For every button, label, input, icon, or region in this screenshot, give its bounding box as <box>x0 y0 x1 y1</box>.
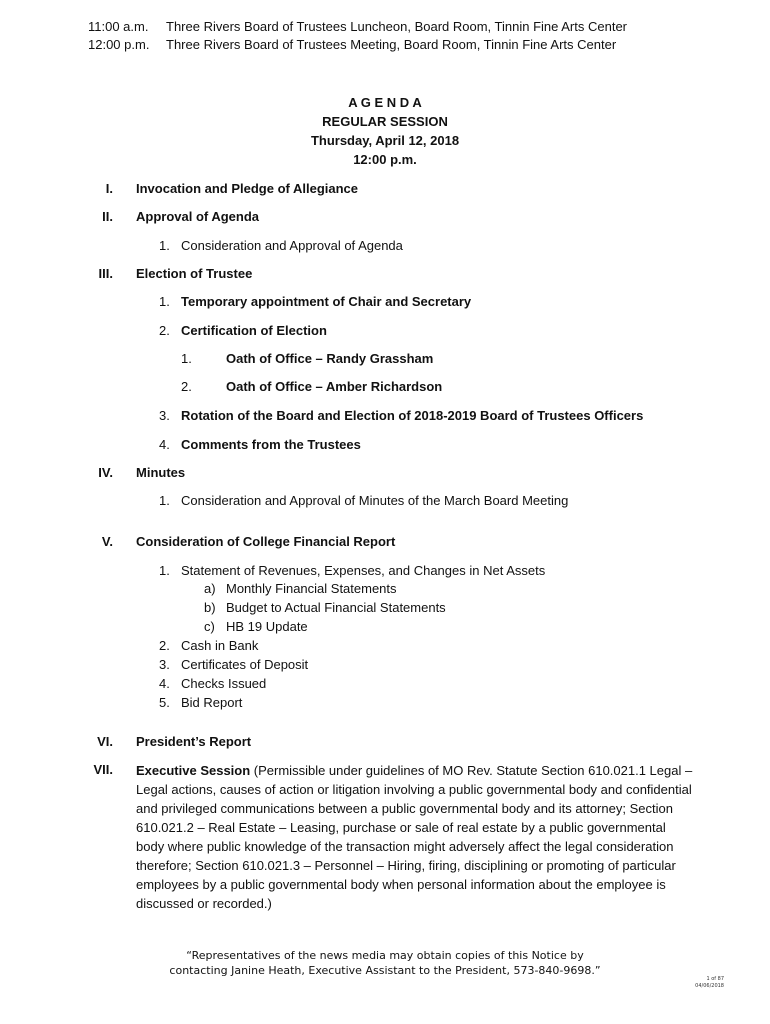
item-number: 3. <box>159 657 170 672</box>
section-title: Approval of Agenda <box>136 209 260 224</box>
page-code: 04/06/2018 <box>695 983 724 989</box>
item-number: 4. <box>159 676 170 691</box>
item-number: 1. <box>159 238 170 253</box>
section-title: Consideration of College Financial Report <box>136 534 396 549</box>
item-number: 5. <box>159 695 170 710</box>
section-number: III. <box>98 266 113 281</box>
section-number: V. <box>101 534 113 549</box>
item-number: 2. <box>159 323 170 338</box>
executive-session-paragraph <box>136 761 696 913</box>
page-number: 1 of 87 <box>706 976 724 982</box>
item-text: Consideration and Approval of Minutes of the March Board Meeting <box>181 493 569 508</box>
item-text: Temporary appointment of Chair and Secretary <box>181 294 472 309</box>
subitem-text: Oath of Office – Amber Richardson <box>226 379 443 394</box>
section-title: Minutes <box>136 465 186 480</box>
subitem-text: Oath of Office – Randy Grassham <box>226 351 434 366</box>
item-text: Bid Report <box>181 695 243 710</box>
section-title: Invocation and Pledge of Allegiance <box>136 181 359 196</box>
session-title: REGULAR SESSION <box>322 114 448 129</box>
item-text: Checks Issued <box>181 676 267 691</box>
subitem-text: HB 19 Update <box>226 619 308 634</box>
schedule-time-2: 12:00 p.m. <box>88 37 150 52</box>
subitem-number: b) <box>204 600 216 615</box>
item-text: Comments from the Trustees <box>181 437 361 452</box>
schedule-event-1: Three Rivers Board of Trustees Luncheon, Board Room, Tinnin Fine Arts Center <box>166 19 628 34</box>
item-text: Cash in Bank <box>181 638 259 653</box>
schedule-event-2: Three Rivers Board of Trustees Meeting, Board Room, Tinnin Fine Arts Center <box>166 37 617 52</box>
item-number: 3. <box>159 408 170 423</box>
subitem-number: 1. <box>181 351 192 366</box>
subitem-number: 2. <box>181 379 192 394</box>
meeting-date: Thursday, April 12, 2018 <box>310 133 460 148</box>
agenda-title: A G E N D A <box>348 95 422 110</box>
subitem-number: a) <box>204 581 216 596</box>
subitem-text: Budget to Actual Financial Statements <box>226 600 446 615</box>
footer-line-1: “Representatives of the news media may obtain copies of this Notice by <box>186 949 584 962</box>
item-number: 1. <box>159 563 170 578</box>
section-number: I. <box>105 181 113 196</box>
item-number: 1. <box>159 493 170 508</box>
section-number: VI. <box>97 734 113 749</box>
subitem-number: c) <box>204 619 215 634</box>
section-number: VII. <box>93 762 113 777</box>
item-number: 1. <box>159 294 170 309</box>
subitem-text: Monthly Financial Statements <box>226 581 397 596</box>
item-text: Rotation of the Board and Election of 2018-2019 Board of Trustees Officers <box>181 408 644 423</box>
item-number: 4. <box>159 437 170 452</box>
item-text: Certificates of Deposit <box>181 657 309 672</box>
item-number: 2. <box>159 638 170 653</box>
section-title: President’s Report <box>136 734 252 749</box>
footer-line-2: contacting Janine Heath, Executive Assistant to the President, 573-840-9698.” <box>169 964 601 977</box>
section-number: IV. <box>98 465 113 480</box>
schedule-time-1: 11:00 a.m. <box>88 19 149 34</box>
section-title: Election of Trustee <box>136 266 253 281</box>
item-text: Consideration and Approval of Agenda <box>181 238 403 253</box>
item-text: Statement of Revenues, Expenses, and Changes in Net Assets <box>181 563 546 578</box>
footer-notice <box>0 948 770 978</box>
item-text: Certification of Election <box>181 323 327 338</box>
executive-session-body: (Permissible under guidelines of MO Rev. Statute Section 610.021.1 Legal – Legal actions, causes of action or litigation involving a public governmental body and confidential and privileged communications between a public governmental body and its attorney; Section 610.021.2 – Real Estate – Leasing, purchase or sale of real estate by a public governmental body where public knowledge of the transaction might adversely affect the legal consideration therefore; Section 610.021.3 – Personnel – Hiring, firing, disciplining or promoting of particular employees by a public governmental body when personal information about the employee is discussed or recorded.) <box>136 763 693 911</box>
meeting-time: 12:00 p.m. <box>353 152 417 167</box>
section-title: Executive Session <box>136 763 251 778</box>
section-number: II. <box>102 209 113 224</box>
